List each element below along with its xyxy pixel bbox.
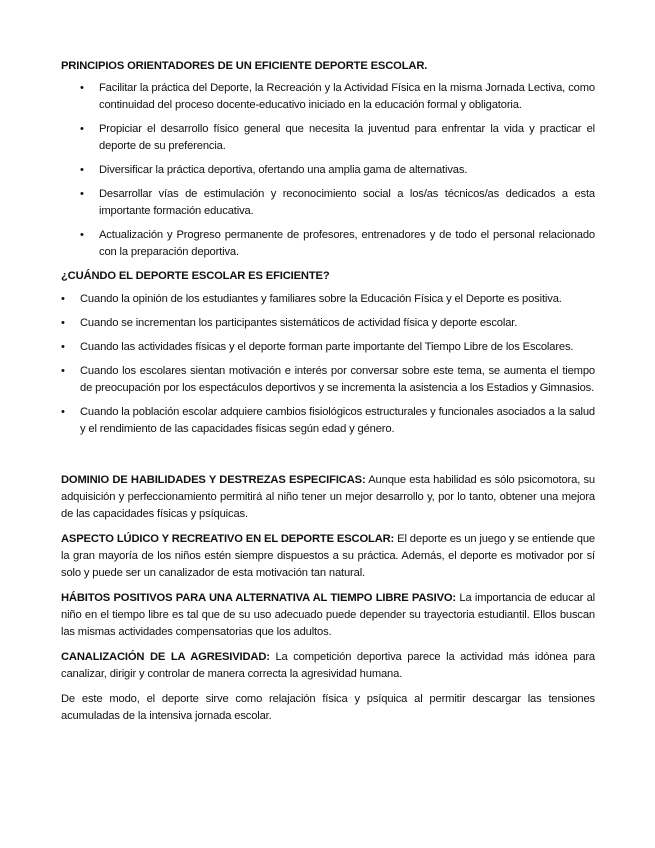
list-item: • Cuando las actividades físicas y el deporte forman parte importante del Tiempo Libre de los Escolares. xyxy=(80,339,595,356)
section-title: HÁBITOS POSITIVOS PARA UNA ALTERNATIVA AL TIEMPO LIBRE PASIVO: xyxy=(61,592,457,604)
section-paragraph xyxy=(61,472,595,523)
list-item: • Desarrollar vías de estimulación y reconocimiento social a los/as técnicos/as dedicados a esta importante formación educativa. xyxy=(99,186,595,220)
section-title: CANALIZACIÓN DE LA AGRESIVIDAD: xyxy=(61,651,270,663)
section-text: La competición deportiva parece la actividad más idónea para canalizar, dirigir y controlar de manera correcta la agresividad humana. xyxy=(61,651,595,680)
section-text: El deporte es un juego y se entiende que la gran mayoría de los niños estén siempre dispuestos a su práctica. Además, el deporte es motivador por sí solo y puede ser un canalizador de esta motivación tan natural. xyxy=(61,533,595,579)
list-item: • Cuando se incrementan los participantes sistemáticos de actividad física y deporte escolar. xyxy=(80,315,595,332)
section-text: Aunque esta habilidad es sólo psicomotora, su adquisición y perfeccionamiento permitirá al niño tener un mejor desarrollo y, por lo tanto, obtener una mejora de las capacidades físicas y psíquicas. xyxy=(61,474,596,520)
efficiency-heading: ¿CUÁNDO EL DEPORTE ESCOLAR ES EFICIENTE? xyxy=(61,270,330,282)
conditions-list xyxy=(61,291,595,438)
list-item: • Cuando la población escolar adquiere cambios fisiológicos estructurales y funcionales asociados a la salud y el rendimiento de las capacidades físicas según edad y género. xyxy=(80,404,595,438)
section-title: DOMINIO DE HABILIDADES Y DESTREZAS ESPECIFICAS: xyxy=(61,474,366,486)
section-paragraph xyxy=(61,590,595,641)
list-item: • Actualización y Progreso permanente de profesores, entrenadores y de todo el personal relacionado con la preparación deportiva. xyxy=(99,227,595,261)
principles-heading: PRINCIPIOS ORIENTADORES DE UN EFICIENTE DEPORTE ESCOLAR. xyxy=(61,60,428,72)
list-item: • Facilitar la práctica del Deporte, la Recreación y la Actividad Física en la misma Jornada Lectiva, como continuidad del proceso docente-educativo iniciado en la educación formal y obligatoria. xyxy=(99,80,595,114)
principles-list xyxy=(61,80,595,261)
list-item: • Diversificar la práctica deportiva, ofertando una amplia gama de alternativas. xyxy=(99,162,595,179)
section-text: La importancia de educar al niño en el tiempo libre es tal que de su uso adecuado puede depender su trayectoria estudiantil. Ellos buscan las mismas actividades compensatorias que los adultos. xyxy=(61,592,595,638)
document-page xyxy=(61,58,595,733)
section-title: ASPECTO LÚDICO Y RECREATIVO EN EL DEPORTE ESCOLAR: xyxy=(61,533,395,545)
list-item: • Cuando los escolares sientan motivación e interés por conversar sobre este tema, se aumenta el tiempo de preocupación por los espectáculos deportivos y se incrementa la asistencia a los Estadios y Gimnasios. xyxy=(80,363,595,397)
closing-paragraph: De este modo, el deporte sirve como relajación física y psíquica al permitir descargar las tensiones acumuladas de la intensiva jornada escolar. xyxy=(61,693,595,722)
section-paragraph xyxy=(61,649,595,683)
section-spacer xyxy=(61,445,595,472)
section-paragraph xyxy=(61,531,595,582)
list-item: • Cuando la opinión de los estudiantes y familiares sobre la Educación Física y el Deporte es positiva. xyxy=(80,291,595,308)
list-item: • Propiciar el desarrollo físico general que necesita la juventud para enfrentar la vida y practicar el deporte de su preferencia. xyxy=(99,121,595,155)
